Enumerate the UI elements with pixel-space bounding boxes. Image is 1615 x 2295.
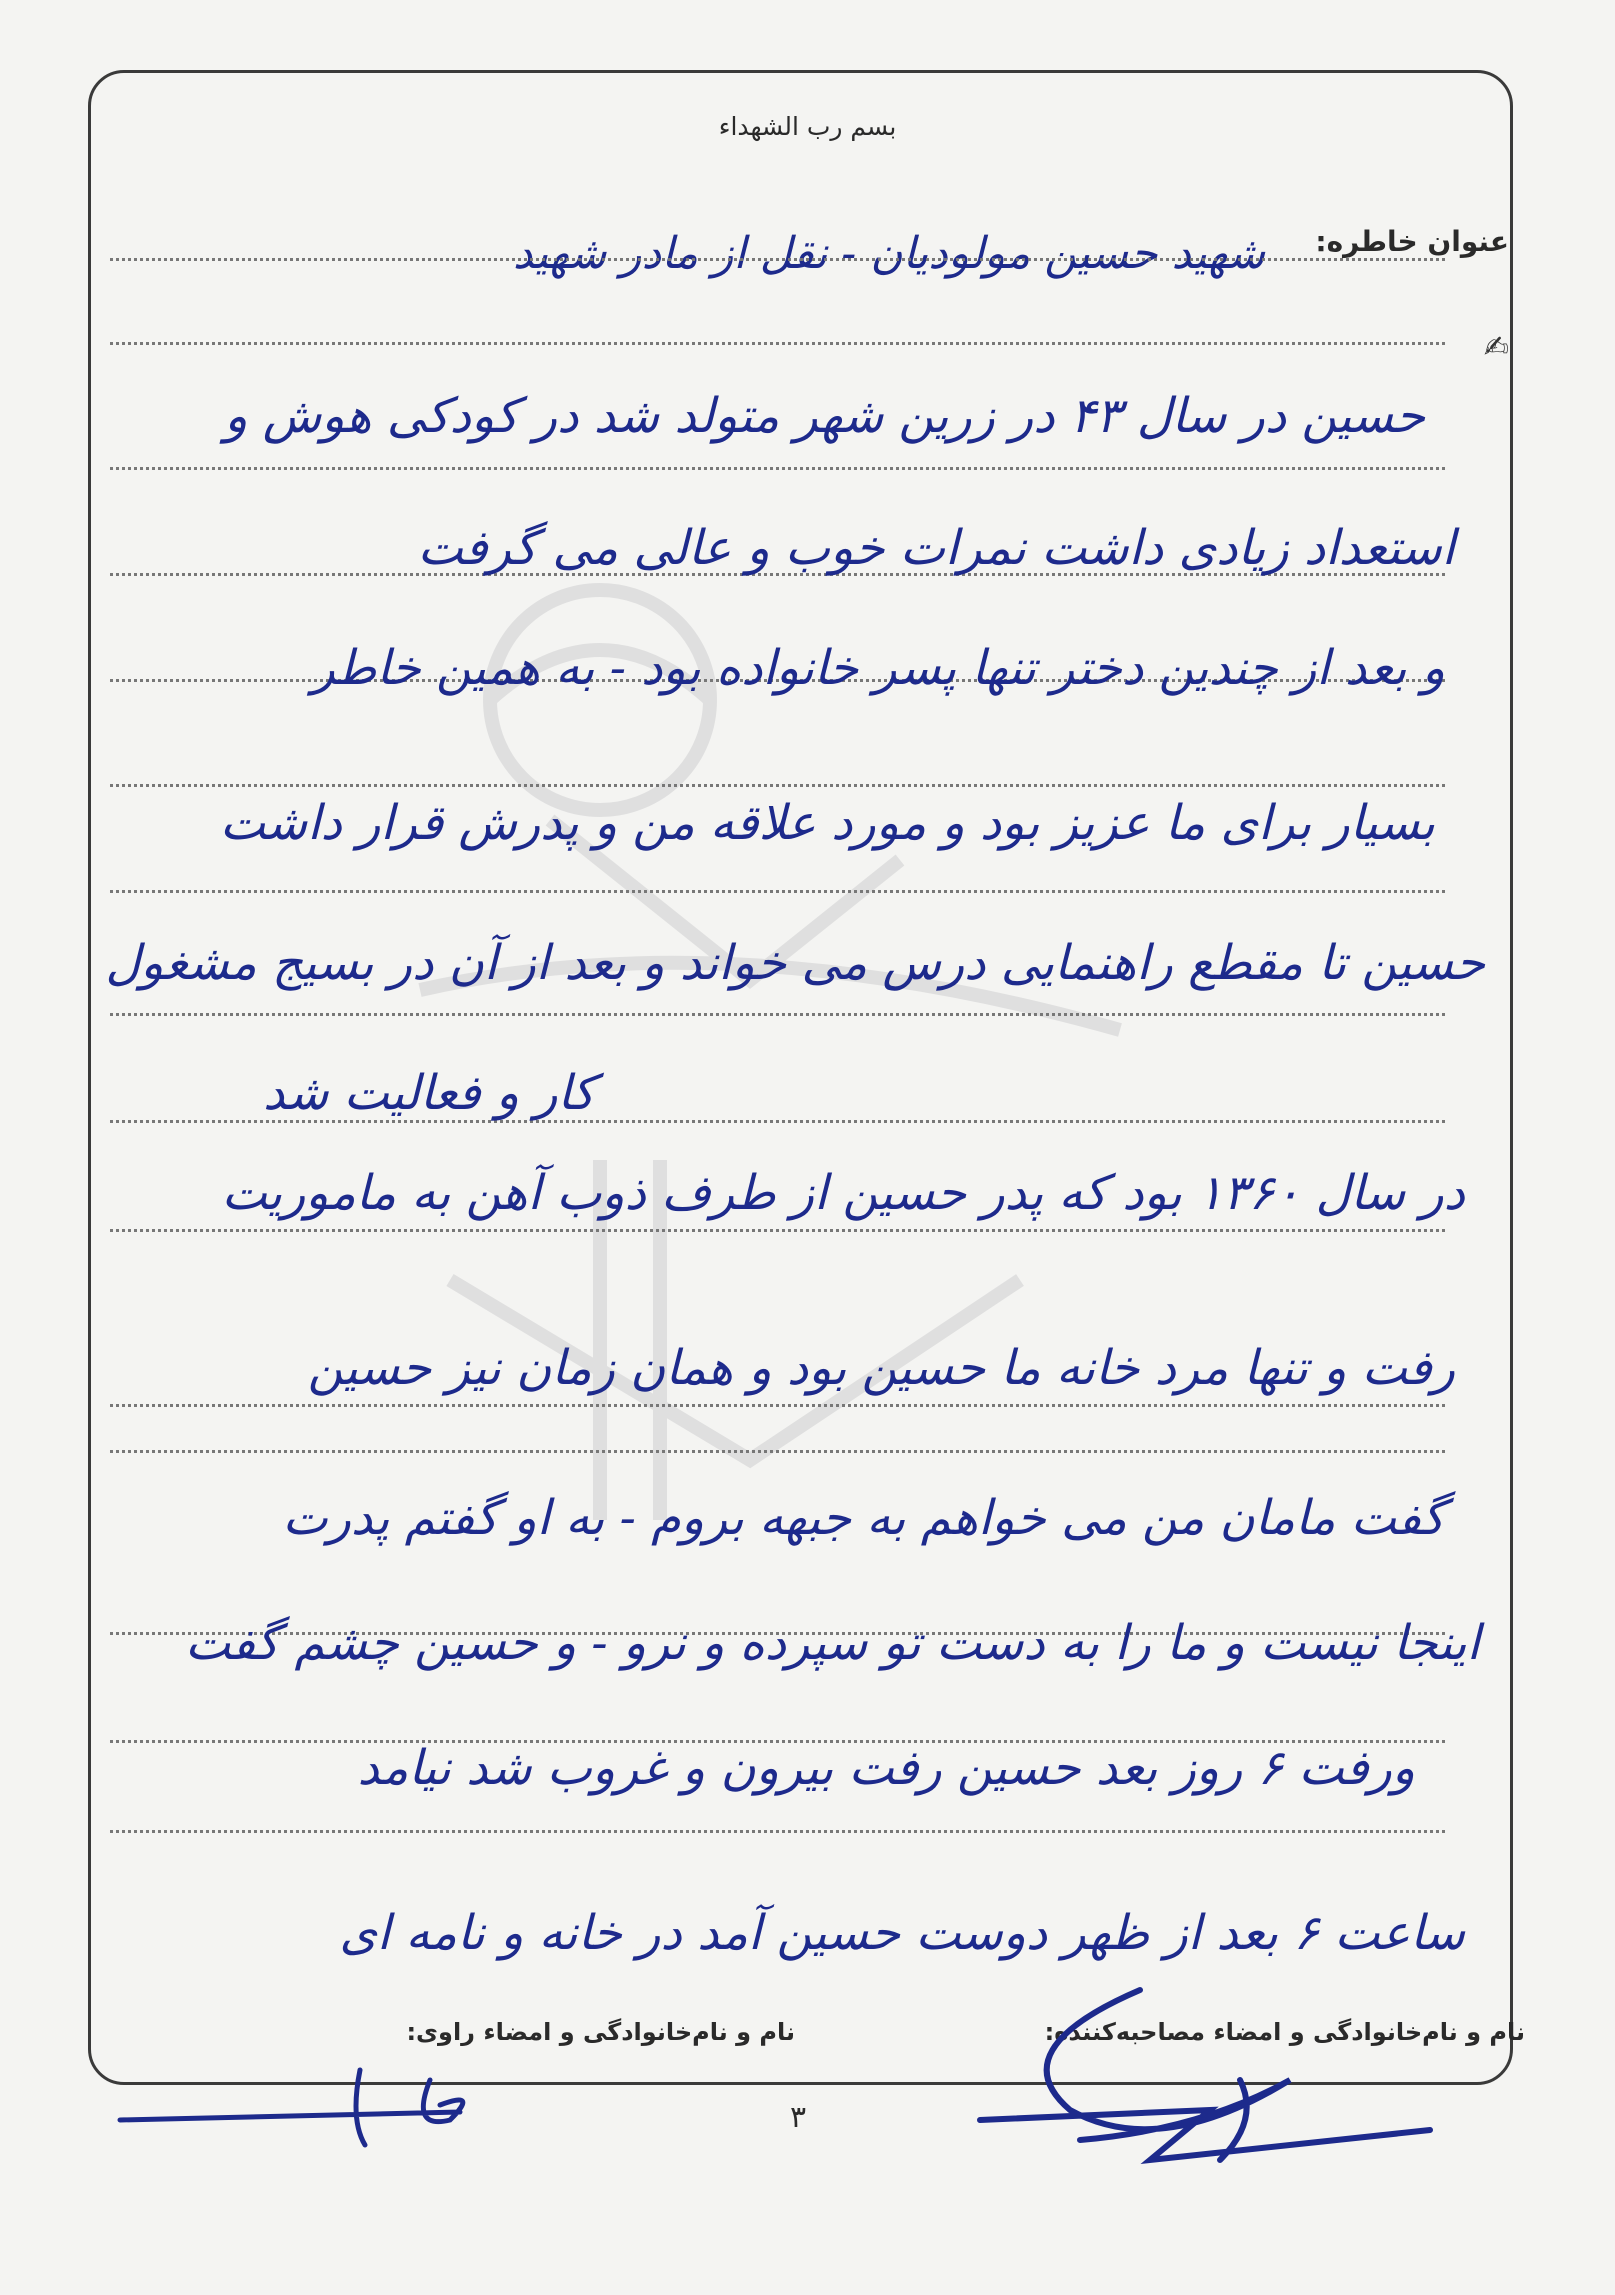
page-number: ۳ <box>790 2100 807 2135</box>
ruled-line <box>110 1404 1445 1407</box>
page-header-invocation: بسم رب الشهداء <box>718 112 897 141</box>
ruled-line <box>110 1229 1445 1232</box>
handwritten-line: استعداد زیادی داشت نمرات خوب و عالی می گرفت <box>417 520 1455 576</box>
handwritten-line: در سال ۱۳۶۰ بود که پدر حسین از طرف ذوب آهن به ماموریت <box>221 1165 1465 1221</box>
interviewer-signature-label: نام و نام‌خانوادگی و امضاء مصاحبه‌کننده: <box>1044 2018 1525 2046</box>
ruled-line <box>110 467 1445 470</box>
memoir-title-label: عنوان خاطره: <box>1315 225 1509 258</box>
handwritten-line: کار و فعالیت شد <box>263 1065 595 1121</box>
handwritten-line: ساعت ۶ بعد از ظهر دوست حسین آمد در خانه و نامه ای <box>339 1905 1465 1961</box>
interviewer-signature <box>960 1960 1480 2190</box>
ruled-line <box>110 784 1445 787</box>
writing-hand-icon: ✍ <box>1483 330 1509 365</box>
handwritten-line: گفت مامان من می خواهم به جبهه بروم - به او گفتم پدرت <box>282 1490 1445 1546</box>
handwritten-line: حسین تا مقطع راهنمایی درس می خواند و بعد از آن در بسیج مشغول <box>105 935 1485 991</box>
narrator-signature-label: نام و نام‌خانوادگی و امضاء راوی: <box>406 2018 795 2046</box>
ruled-line <box>110 1830 1445 1833</box>
narrator-signature <box>110 2050 530 2160</box>
handwritten-line: و بعد از چندین دختر تنها پسر خانواده بود - به همین خاطر <box>311 640 1445 696</box>
ruled-line <box>110 1013 1445 1016</box>
handwritten-line: بسیار برای ما عزیز بود و مورد علاقه من و پدرش قرار داشت <box>219 795 1435 851</box>
ruled-line <box>110 258 1445 261</box>
handwritten-line: ورفت ۶ روز بعد حسین رفت بیرون و غروب شد نیامد <box>357 1740 1415 1796</box>
ruled-line <box>110 890 1445 893</box>
ruled-line <box>110 342 1445 345</box>
handwritten-line: حسین در سال ۴۳ در زرین شهر متولد شد در کودکی هوش و <box>224 388 1425 444</box>
handwritten-title: شهید حسین مولودیان - نقل از مادر شهید <box>512 228 1265 279</box>
ruled-line <box>110 1450 1445 1453</box>
handwritten-line: اینجا نیست و ما را به دست تو سپرده و نرو - و حسین چشم گفت <box>185 1615 1480 1671</box>
handwritten-line: رفت و تنها مرد خانه ما حسین بود و همان زمان نیز حسین <box>307 1340 1455 1396</box>
